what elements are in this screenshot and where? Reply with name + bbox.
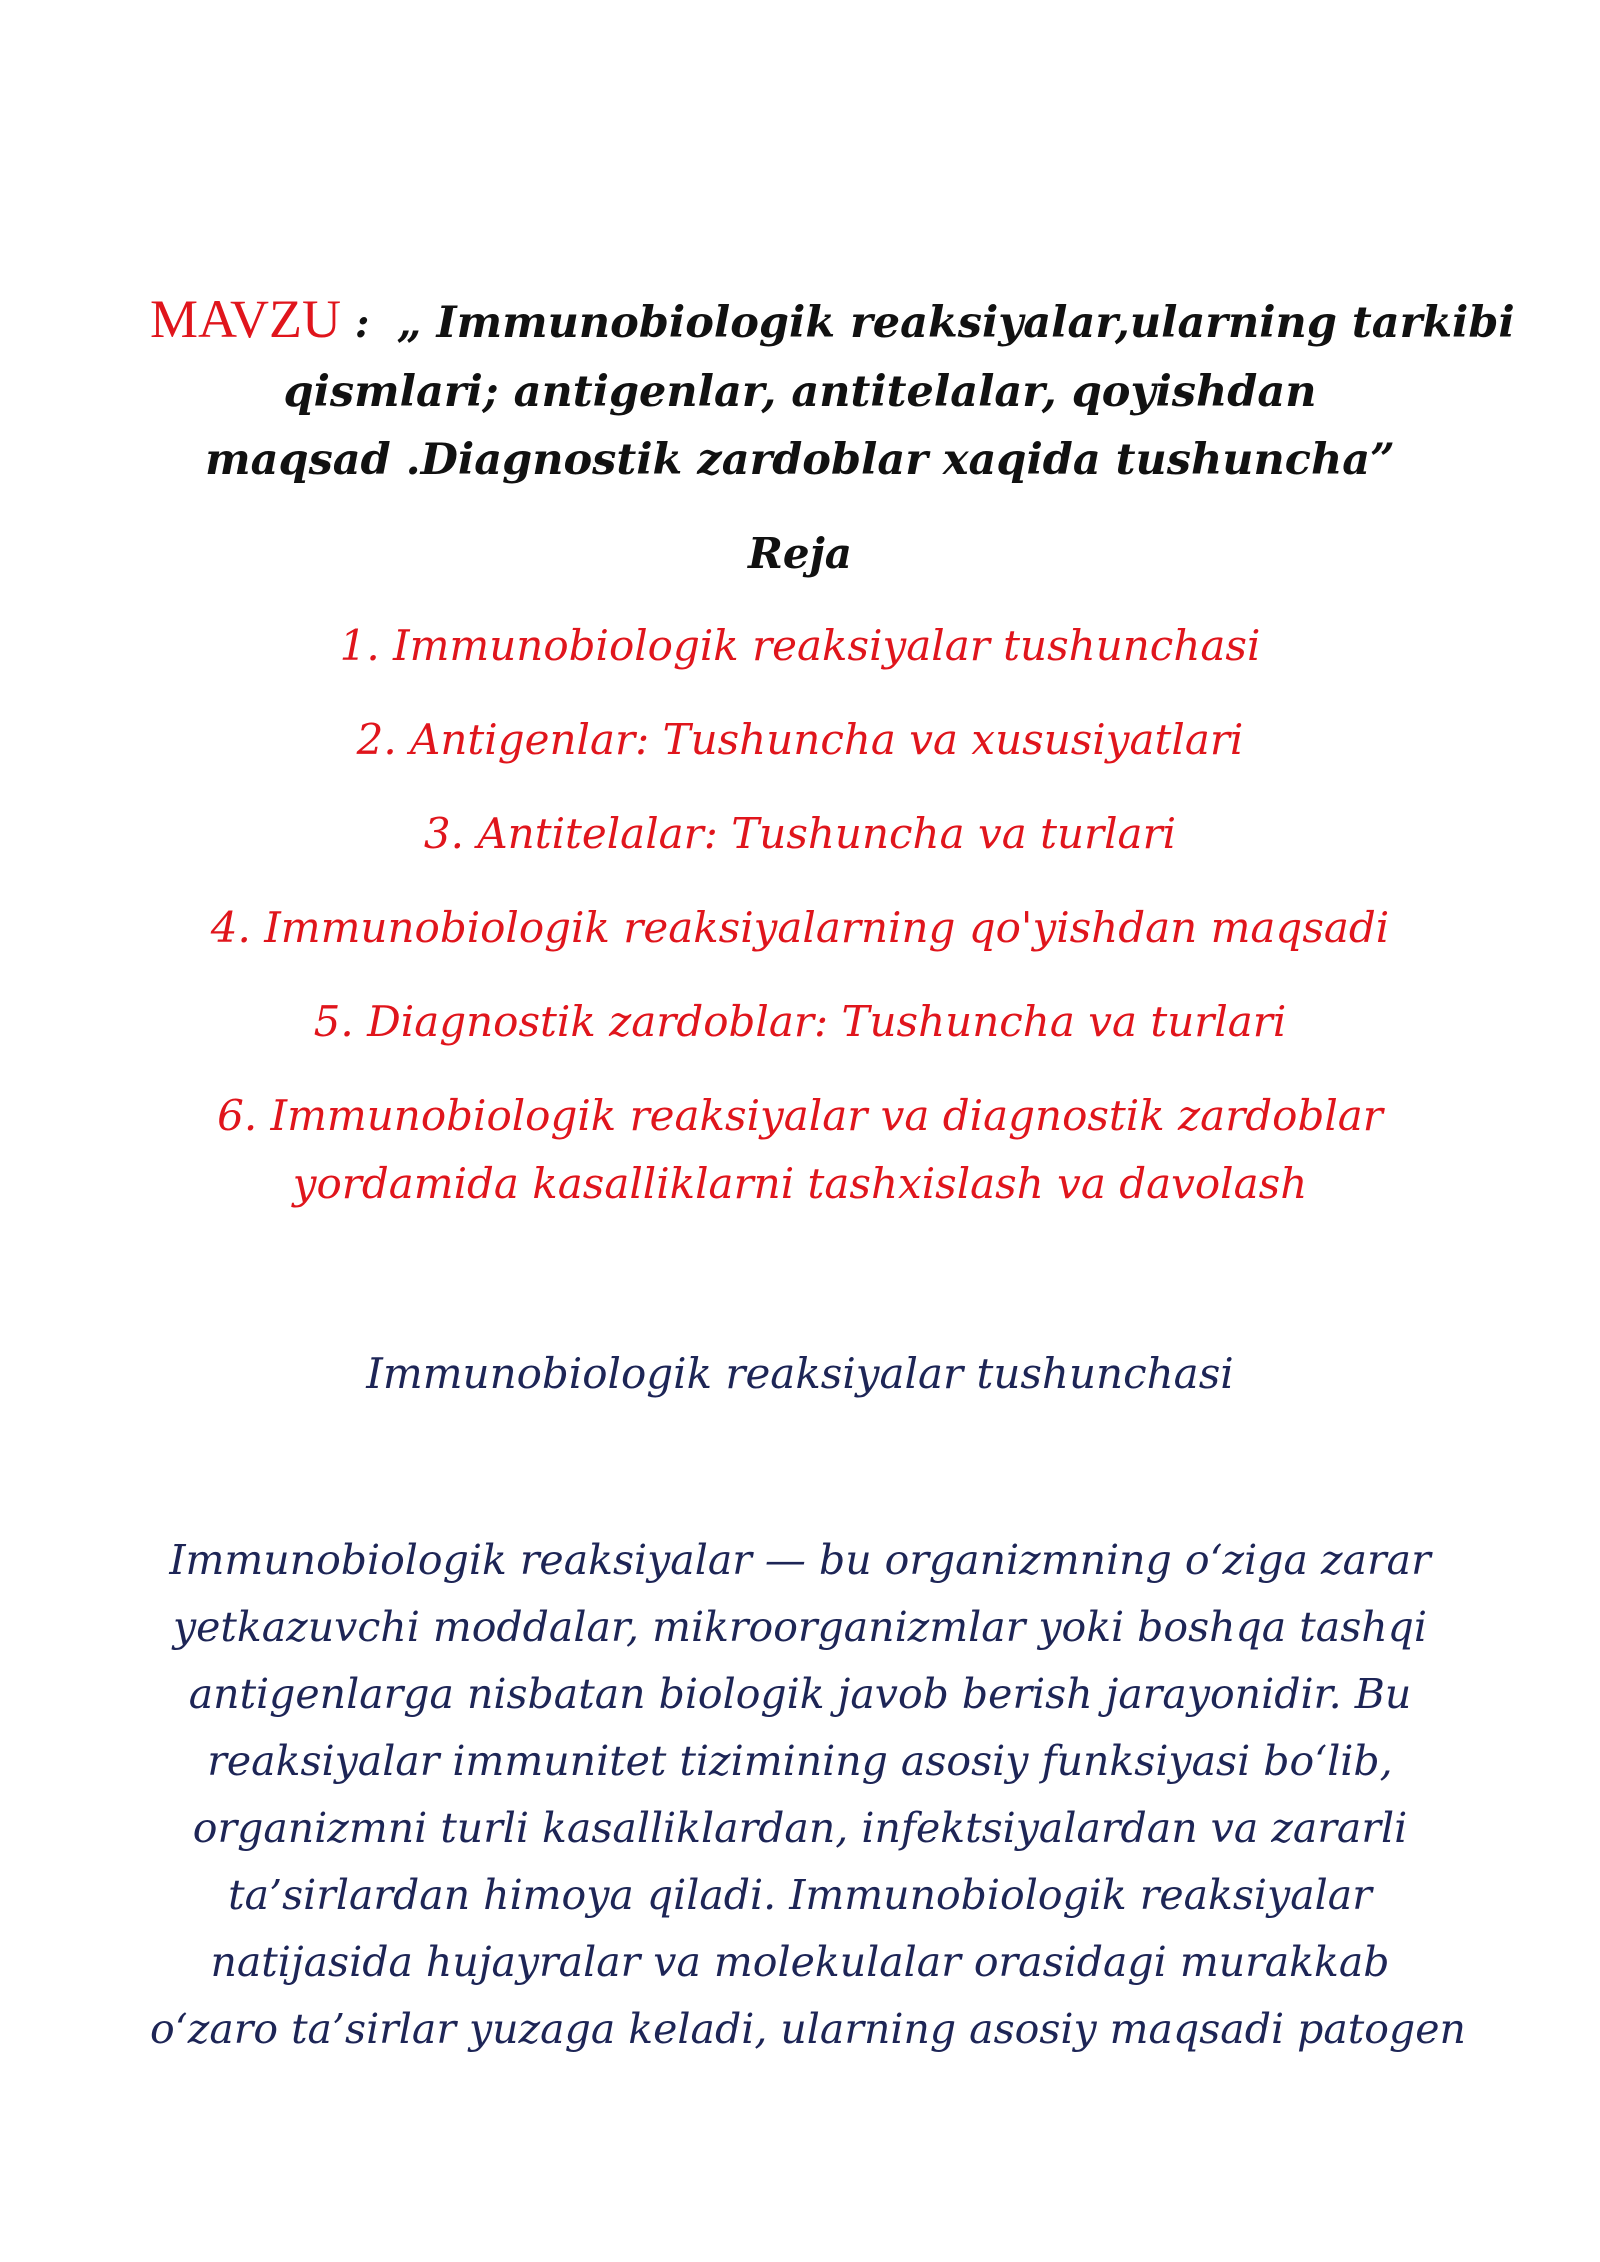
section-body-paragraph <box>150 1527 1466 2063</box>
plan-item-text: 1. Immunobiologik reaksiyalar tushunchasi <box>339 621 1261 670</box>
body-line: reaksiyalar immunitet tizimining asosiy funksiyasi bo‘lib, <box>207 1737 1393 1785</box>
plan-list <box>150 612 1450 1244</box>
plan-item <box>150 894 1450 962</box>
body-line: ta’sirlardan himoya qiladi. Immunobiologik reaksiyalar <box>228 1871 1372 1919</box>
plan-item <box>150 612 1450 680</box>
plan-item-text: 3. Antitelalar: Tushuncha va turlari <box>423 809 1177 858</box>
body-line: organizmni turli kasalliklardan, infektsiyalardan va zararli <box>192 1804 1408 1852</box>
section-heading: Immunobiologik reaksiyalar tushunchasi <box>366 1349 1234 1398</box>
body-line: Immunobiologik reaksiyalar — bu organizmning o‘ziga zarar <box>169 1536 1431 1584</box>
plan-item <box>150 1082 1450 1218</box>
title-text-line: maqsad .Diagnostik zardoblar xaqida tushuncha” <box>205 435 1395 485</box>
plan-heading: Reja <box>747 529 853 578</box>
plan-item-text: yordamida kasalliklarni tashxislash va davolash <box>292 1159 1308 1208</box>
plan-item-text: 5. Diagnostik zardoblar: Tushuncha va turlari <box>313 997 1287 1046</box>
body-line: o‘zaro ta’sirlar yuzaga keladi, ularning asosiy maqsadi patogen <box>150 2005 1466 2053</box>
plan-item <box>150 800 1450 868</box>
body-line: antigenlarga nisbatan biologik javob berish jarayonidir. Bu <box>188 1670 1412 1718</box>
plan-item <box>150 988 1450 1056</box>
title-line-1 <box>150 285 1515 358</box>
title-text-line: qismlari; antigenlar, antitelalar, qoyishdan <box>283 367 1317 417</box>
body-line: yetkazuvchi moddalar, mikroorganizmlar yoki boshqa tashqi <box>172 1603 1428 1651</box>
plan-item-text: 4. Immunobiologik reaksiyalarning qo'yishdan maqsadi <box>210 903 1390 952</box>
plan-item-text: 6. Immunobiologik reaksiyalar va diagnostik zardoblar <box>217 1091 1383 1140</box>
title-colon: : <box>354 300 370 347</box>
title-prefix: MAVZU <box>150 289 342 349</box>
body-line: natijasida hujayralar va molekulalar orasidagi murakkab <box>210 1938 1390 1986</box>
plan-item-text: 2. Antigenlar: Tushuncha va xususiyatlari <box>356 715 1244 764</box>
topic-title <box>150 285 1515 494</box>
plan-item <box>150 706 1450 774</box>
title-text-line: „ Immunobiologik reaksiyalar,ularning tarkibi <box>396 298 1515 348</box>
